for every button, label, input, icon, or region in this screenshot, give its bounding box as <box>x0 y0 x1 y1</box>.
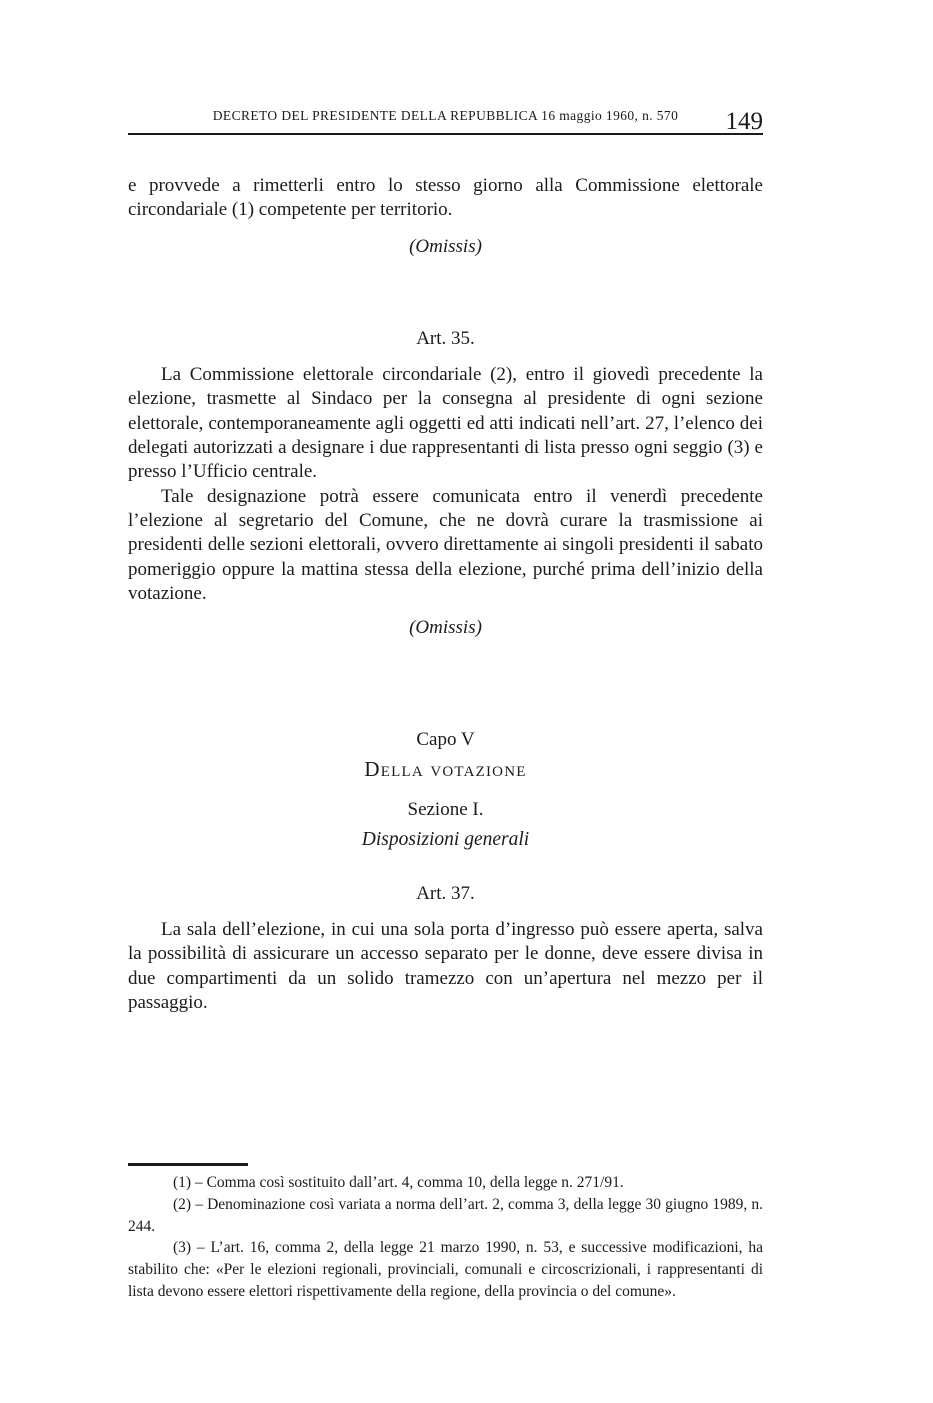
footnote-2: (2) – Denominazione così variata a norma dell’art. 2, comma 3, della legge 30 giugno 1989, n. 244. <box>128 1195 763 1235</box>
document-page <box>0 104 933 1403</box>
footnote-rule <box>128 1163 248 1166</box>
running-title-text: DECRETO DEL PRESIDENTE DELLA REPUBBLICA <box>212 108 538 123</box>
article-35-paragraph-1: La Commissione elettorale circondariale (2), entro il giovedì precedente la elezione, trasmette al Sindaco per la consegna al presidente di ogni sezione elettorale, contemporaneamente agli oggetti ed atti indicati nell’art. 27, l’elenco dei delegati autorizzati a designare i due rappresentanti di lista presso ogni seggio (3) e presso l’Ufficio centrale. <box>128 364 763 483</box>
article-37-paragraph-1: La sala dell’elezione, in cui una sola porta d’ingresso può essere aperta, salva la possibilità di assicurare un accesso separato per le donne, deve essere divisa in due compartimenti da un solido tramezzo con un’apertura nel mezzo per il passaggio. <box>128 918 763 1013</box>
paragraph-continuation: e provvede a rimetterli entro lo stesso giorno alla Commissione elettorale circondariale (1) competente per territorio. <box>128 175 763 221</box>
omissis-marker: (Omissis) <box>409 235 482 257</box>
page-header <box>128 104 763 135</box>
omissis-marker: (Omissis) <box>409 617 482 639</box>
header-rule <box>128 133 763 135</box>
chapter-heading-block <box>128 728 763 852</box>
document-body <box>128 174 763 1015</box>
article-35-heading: Art. 35. <box>416 327 475 349</box>
running-title <box>128 108 763 124</box>
section-number: Sezione I. <box>407 799 484 821</box>
footnote-1: (1) – Comma così sostituito dall’art. 4, comma 10, della legge n. 271/91. <box>173 1174 624 1191</box>
footnotes-block <box>128 1163 763 1303</box>
chapter-title: Della votazione <box>364 756 527 781</box>
page-number: 149 <box>725 108 763 135</box>
chapter-number: Capo V <box>416 729 475 751</box>
running-title-date: 16 maggio 1960, n. 570 <box>541 108 679 123</box>
footnote-3: (3) – L’art. 16, comma 2, della legge 21 marzo 1990, n. 53, e successive modificazioni, ha stabilito che: «Per le elezioni regionali, provinciali, comunali e circoscrizionali, i rappresentanti di lista devono essere elettori rispettivamente della regione, della provincia o del comune». <box>128 1239 763 1300</box>
header-row <box>128 104 763 133</box>
article-37-heading: Art. 37. <box>416 882 475 904</box>
article-35-paragraph-2: Tale designazione potrà essere comunicata entro il venerdì precedente l’elezione al segretario del Comune, che ne dovrà curare la trasmissione ai presidenti delle sezioni elettorali, ovvero direttamente ai singoli presidenti il sabato pomeriggio oppure la mattina stessa della elezione, purché prima dell’inizio della votazione. <box>128 485 763 604</box>
section-title: Disposizioni generali <box>361 829 530 851</box>
